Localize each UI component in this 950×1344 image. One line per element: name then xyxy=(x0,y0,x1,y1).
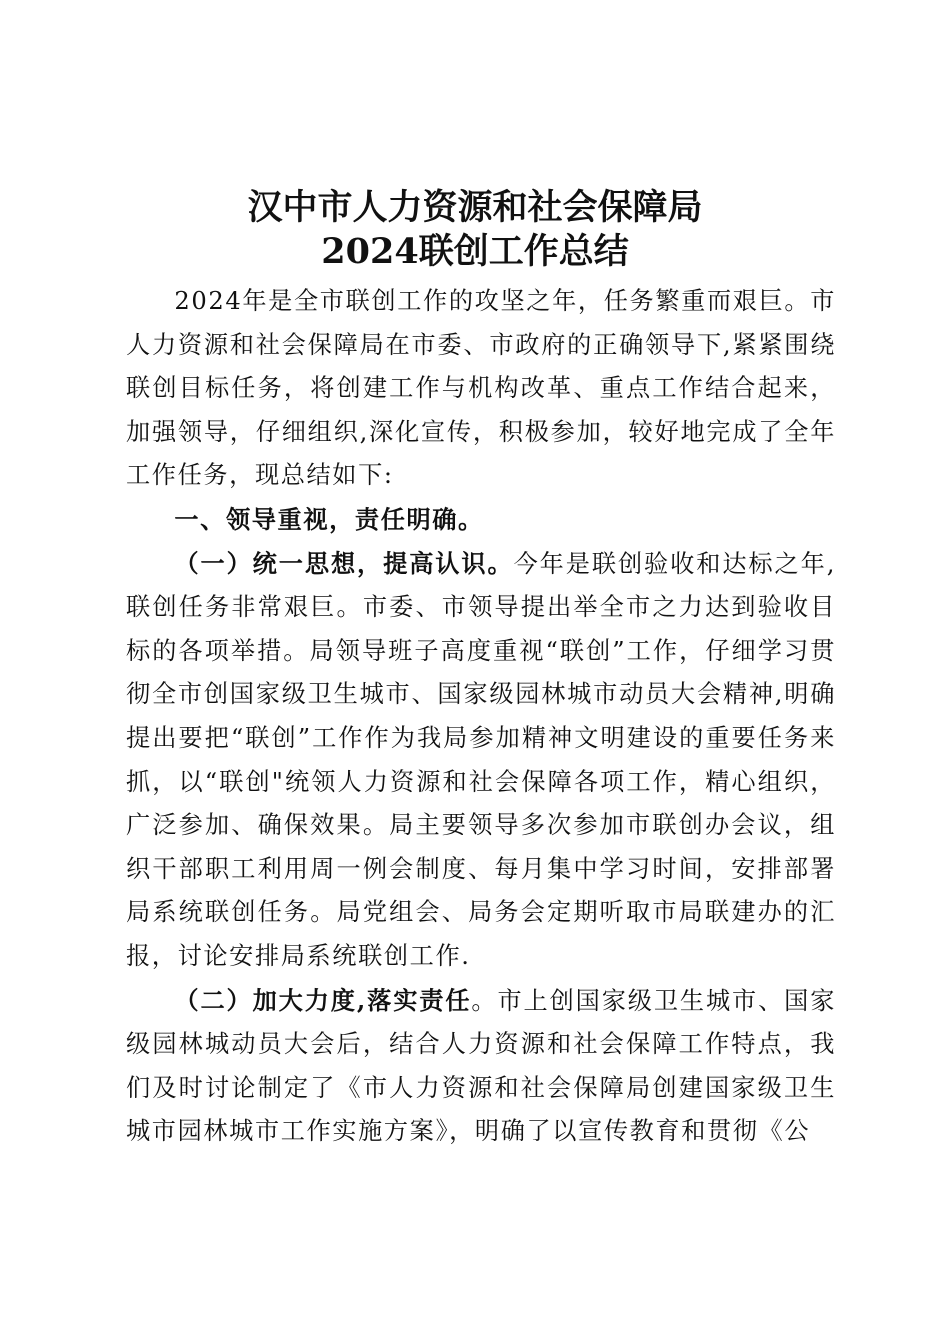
section-heading: 一、领导重视，责任明确。 xyxy=(174,504,484,534)
document-body xyxy=(126,280,836,1154)
subsection-text-2: 。市上创国家级卫生城市、国家级园林城动员大会后，结合人力资源和社会保障工作特点，我们及时讨论制定了《市人力资源和社会保障局创建国家级卫生城市园林城市工作实施方案》，明确了以宣传教育和贯彻《公 xyxy=(126,986,836,1146)
subsection-lead-2: （二）加大力度,落实责任 xyxy=(174,985,472,1015)
document-title-line1: 汉中市人力资源和社会保障局 xyxy=(247,187,703,228)
document-title-line2: 2024联创工作总结 xyxy=(321,231,629,272)
subsection-paragraph-2 xyxy=(126,979,836,1154)
subsection-text-1: 今年是联创验收和达标之年,联创任务非常艰巨。市委、市领导提出举全市之力达到验收目标的各项举措。局领导班子高度重视“联创”工作，仔细学习贯彻全市创国家级卫生城市、国家级园林城市动员大会精神,明确提出要把“联创”工作作为我局参加精神文明建设的重要任务来抓，以“联创"统领人力资源和社会保障各项工作，精心组织，广泛参加、确保效果。局主要领导多次参加市联创办会议，组织干部职工利用周一例会制度、每月集中学习时间，安排部署局系统联创任务。局党组会、局务会定期听取市局联建办的汇报，讨论安排局系统联创工作. xyxy=(126,549,836,970)
subsection-paragraph-1 xyxy=(126,542,836,979)
subsection-lead-1: （一）统一思想，提高认识。 xyxy=(174,548,514,578)
intro-paragraph: 2024年是全市联创工作的攻坚之年，任务繁重而艰巨。市人力资源和社会保障局在市委、市政府的正确领导下,紧紧围绕联创目标任务，将创建工作与机构改革、重点工作结合起来，加强领导，仔细组织,深化宣传，积极参加，较好地完成了全年工作任务，现总结如下: xyxy=(126,287,836,490)
